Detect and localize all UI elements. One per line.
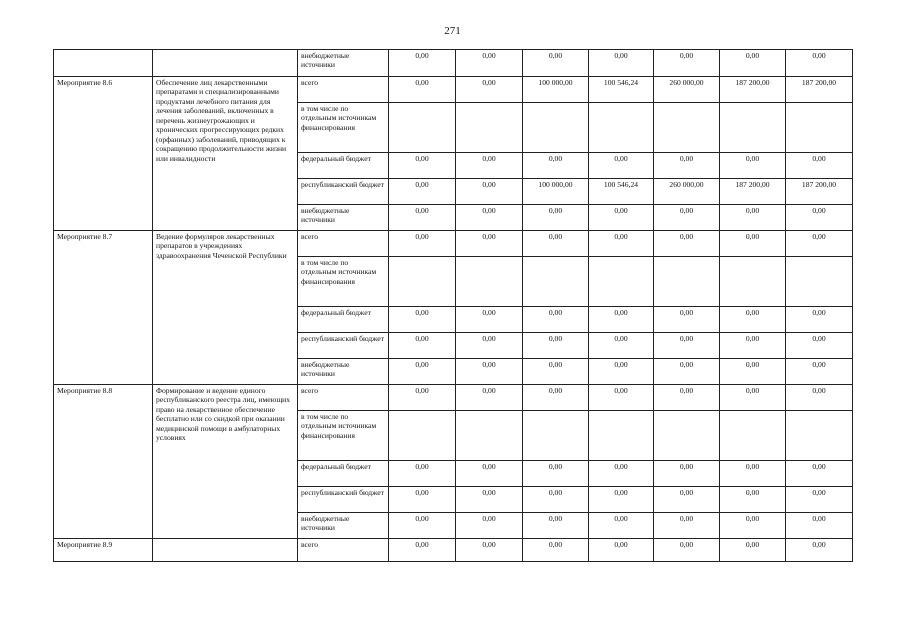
amount-cell xyxy=(389,257,456,307)
amount-cell: 0,00 xyxy=(720,205,786,231)
amount-cell: 100 546,24 xyxy=(589,77,654,103)
amount-cell: 0,00 xyxy=(523,50,589,77)
amount-cell: 0,00 xyxy=(456,487,523,513)
amount-cell: 0,00 xyxy=(654,487,720,513)
amount-cell: 0,00 xyxy=(786,385,853,411)
amount-cell: 0,00 xyxy=(523,487,589,513)
amount-cell: 187 200,00 xyxy=(786,179,853,205)
funding-source-cell: всего xyxy=(298,77,389,103)
funding-source-cell: республиканский бюджет xyxy=(298,179,389,205)
amount-cell xyxy=(654,103,720,153)
amount-cell: 0,00 xyxy=(654,307,720,333)
amount-cell: 187 200,00 xyxy=(786,77,853,103)
amount-cell xyxy=(786,103,853,153)
amount-cell: 0,00 xyxy=(720,153,786,179)
amount-cell: 0,00 xyxy=(389,461,456,487)
amount-cell: 0,00 xyxy=(456,359,523,385)
funding-source-cell: внебюджетные источники xyxy=(298,50,389,77)
funding-source-cell: всего xyxy=(298,539,389,562)
table-row xyxy=(54,539,853,562)
event-name-cell: Мероприятие 8.8 xyxy=(54,385,153,539)
amount-cell: 0,00 xyxy=(456,333,523,359)
amount-cell: 0,00 xyxy=(389,179,456,205)
amount-cell: 0,00 xyxy=(786,231,853,257)
funding-source-cell: внебюджетные источники xyxy=(298,205,389,231)
amount-cell: 0,00 xyxy=(654,539,720,562)
table-row xyxy=(54,50,853,77)
amount-cell: 187 200,00 xyxy=(720,179,786,205)
amount-cell: 0,00 xyxy=(456,385,523,411)
page-number: 271 xyxy=(444,25,461,37)
amount-cell: 0,00 xyxy=(389,205,456,231)
amount-cell xyxy=(456,103,523,153)
amount-cell xyxy=(589,103,654,153)
amount-cell: 0,00 xyxy=(720,461,786,487)
amount-cell: 0,00 xyxy=(389,385,456,411)
amount-cell: 0,00 xyxy=(589,307,654,333)
amount-cell xyxy=(389,103,456,153)
amount-cell: 0,00 xyxy=(589,359,654,385)
funding-source-cell: федеральный бюджет xyxy=(298,153,389,179)
amount-cell: 0,00 xyxy=(589,487,654,513)
amount-cell: 0,00 xyxy=(786,153,853,179)
amount-cell xyxy=(523,103,589,153)
amount-cell: 0,00 xyxy=(786,513,853,539)
amount-cell: 0,00 xyxy=(523,205,589,231)
event-description-cell: Обеспечение лиц лекарственными препаратами и специализированными продуктами лечебного питания для лечения заболеваний, включенных в перечень жизнеугрожающих и хронических прогрессирующих редких (орфанных) заболеваний, приводящих к сокращению продолжительности жизни или инвалидности xyxy=(153,77,298,231)
amount-cell xyxy=(389,411,456,461)
event-name-cell: Мероприятие 8.6 xyxy=(54,77,153,231)
amount-cell: 0,00 xyxy=(523,231,589,257)
funding-source-cell: всего xyxy=(298,231,389,257)
amount-cell: 0,00 xyxy=(786,307,853,333)
amount-cell: 0,00 xyxy=(786,50,853,77)
amount-cell: 0,00 xyxy=(523,513,589,539)
funding-source-cell: федеральный бюджет xyxy=(298,461,389,487)
event-description-cell: Формирование и ведение единого республиканского реестра лиц, имеющих право на лекарственное обеспечение бесплатно или со скидкой при оказании медицинской помощи в амбулаторных условиях xyxy=(153,385,298,539)
table-row xyxy=(54,231,853,257)
amount-cell: 0,00 xyxy=(589,205,654,231)
amount-cell: 0,00 xyxy=(589,385,654,411)
amount-cell xyxy=(720,103,786,153)
amount-cell: 260 000,00 xyxy=(654,179,720,205)
amount-cell: 0,00 xyxy=(589,231,654,257)
funding-source-cell: республиканский бюджет xyxy=(298,487,389,513)
amount-cell: 260 000,00 xyxy=(654,77,720,103)
amount-cell xyxy=(654,411,720,461)
event-description-cell: Ведение формуляров лекарственных препаратов в учреждениях здравоохранения Чеченской Республики xyxy=(153,231,298,385)
amount-cell: 0,00 xyxy=(786,539,853,562)
amount-cell: 0,00 xyxy=(786,359,853,385)
funding-source-cell: республиканский бюджет xyxy=(298,333,389,359)
event-name-cell: Мероприятие 8.7 xyxy=(54,231,153,385)
amount-cell: 0,00 xyxy=(523,153,589,179)
amount-cell: 0,00 xyxy=(589,333,654,359)
amount-cell: 0,00 xyxy=(523,385,589,411)
amount-cell: 0,00 xyxy=(523,539,589,562)
amount-cell xyxy=(456,411,523,461)
amount-cell: 0,00 xyxy=(456,50,523,77)
amount-cell: 0,00 xyxy=(589,539,654,562)
amount-cell: 0,00 xyxy=(786,487,853,513)
amount-cell: 0,00 xyxy=(654,461,720,487)
amount-cell: 0,00 xyxy=(654,50,720,77)
amount-cell: 0,00 xyxy=(389,487,456,513)
amount-cell: 0,00 xyxy=(523,333,589,359)
amount-cell: 187 200,00 xyxy=(720,77,786,103)
amount-cell: 0,00 xyxy=(589,50,654,77)
amount-cell: 0,00 xyxy=(456,231,523,257)
budget-table xyxy=(53,49,853,562)
funding-source-cell: внебюджетные источники xyxy=(298,513,389,539)
amount-cell: 100 000,00 xyxy=(523,77,589,103)
amount-cell: 0,00 xyxy=(456,461,523,487)
funding-source-cell: в том числе по отдельным источникам финансирования xyxy=(298,411,389,461)
amount-cell: 0,00 xyxy=(389,153,456,179)
amount-cell: 0,00 xyxy=(523,359,589,385)
funding-source-cell: всего xyxy=(298,385,389,411)
amount-cell: 0,00 xyxy=(389,307,456,333)
amount-cell: 0,00 xyxy=(389,50,456,77)
amount-cell: 100 546,24 xyxy=(589,179,654,205)
amount-cell: 0,00 xyxy=(589,153,654,179)
amount-cell: 0,00 xyxy=(523,307,589,333)
amount-cell: 0,00 xyxy=(654,333,720,359)
amount-cell: 0,00 xyxy=(456,179,523,205)
amount-cell: 0,00 xyxy=(389,333,456,359)
amount-cell xyxy=(786,257,853,307)
amount-cell: 0,00 xyxy=(389,77,456,103)
event-description-cell xyxy=(153,50,298,77)
amount-cell xyxy=(786,411,853,461)
amount-cell: 0,00 xyxy=(456,205,523,231)
amount-cell: 0,00 xyxy=(654,359,720,385)
amount-cell xyxy=(654,257,720,307)
amount-cell: 0,00 xyxy=(786,333,853,359)
amount-cell: 0,00 xyxy=(389,359,456,385)
amount-cell: 0,00 xyxy=(720,513,786,539)
amount-cell: 0,00 xyxy=(720,333,786,359)
amount-cell: 0,00 xyxy=(456,513,523,539)
amount-cell: 0,00 xyxy=(654,385,720,411)
amount-cell: 0,00 xyxy=(654,153,720,179)
amount-cell: 0,00 xyxy=(589,461,654,487)
amount-cell: 0,00 xyxy=(589,513,654,539)
amount-cell: 100 000,00 xyxy=(523,179,589,205)
amount-cell: 0,00 xyxy=(720,307,786,333)
amount-cell xyxy=(720,411,786,461)
amount-cell: 0,00 xyxy=(786,461,853,487)
amount-cell: 0,00 xyxy=(720,487,786,513)
amount-cell: 0,00 xyxy=(456,307,523,333)
amount-cell xyxy=(523,411,589,461)
funding-source-cell: федеральный бюджет xyxy=(298,307,389,333)
amount-cell: 0,00 xyxy=(389,539,456,562)
amount-cell: 0,00 xyxy=(389,231,456,257)
event-name-cell: Мероприятие 8.9 xyxy=(54,539,153,562)
amount-cell: 0,00 xyxy=(720,539,786,562)
amount-cell: 0,00 xyxy=(720,359,786,385)
amount-cell xyxy=(523,257,589,307)
funding-source-cell: в том числе по отдельным источникам финансирования xyxy=(298,103,389,153)
amount-cell: 0,00 xyxy=(654,231,720,257)
amount-cell: 0,00 xyxy=(720,231,786,257)
event-name-cell xyxy=(54,50,153,77)
funding-source-cell: внебюджетные источники xyxy=(298,359,389,385)
amount-cell: 0,00 xyxy=(456,153,523,179)
amount-cell: 0,00 xyxy=(786,205,853,231)
amount-cell xyxy=(589,411,654,461)
amount-cell xyxy=(589,257,654,307)
amount-cell: 0,00 xyxy=(523,461,589,487)
amount-cell: 0,00 xyxy=(654,513,720,539)
amount-cell xyxy=(456,257,523,307)
amount-cell: 0,00 xyxy=(389,513,456,539)
funding-source-cell: в том числе по отдельным источникам финансирования xyxy=(298,257,389,307)
amount-cell: 0,00 xyxy=(456,539,523,562)
amount-cell: 0,00 xyxy=(456,77,523,103)
table-row xyxy=(54,385,853,411)
amount-cell: 0,00 xyxy=(720,50,786,77)
amount-cell: 0,00 xyxy=(720,385,786,411)
amount-cell: 0,00 xyxy=(654,205,720,231)
table-row xyxy=(54,77,853,103)
event-description-cell xyxy=(153,539,298,562)
amount-cell xyxy=(720,257,786,307)
